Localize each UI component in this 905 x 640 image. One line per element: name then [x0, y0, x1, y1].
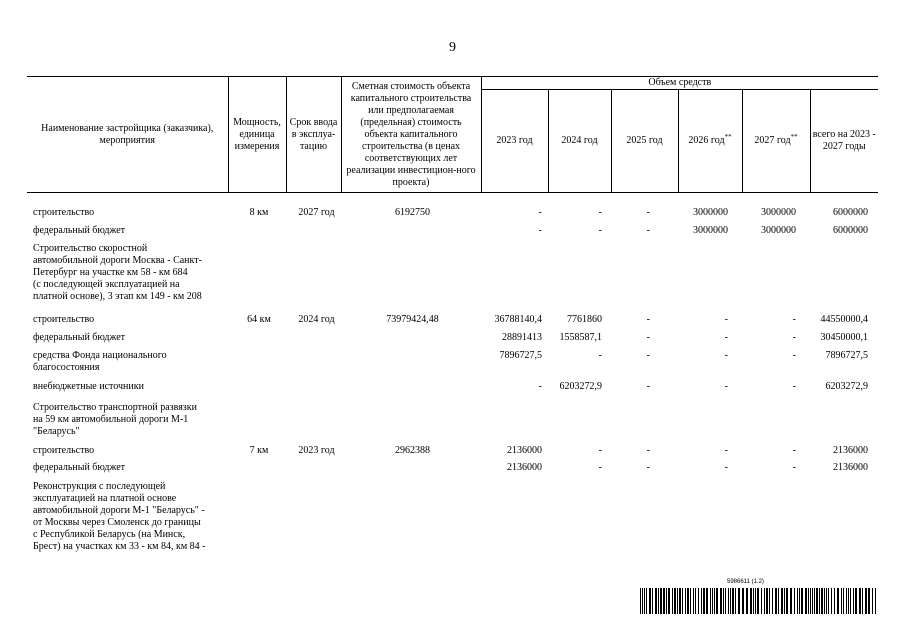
barcode-bar: [690, 588, 691, 614]
barcode-bar: [819, 588, 820, 614]
cell-cost: 73979424,48: [386, 314, 439, 325]
barcode-bar: [859, 588, 861, 614]
barcode-bar: [837, 588, 839, 614]
barcode-bar: [644, 588, 645, 614]
cell-name: федеральный бюджет: [33, 462, 126, 473]
cell-name: средства Фонда национального благосостояния: [33, 350, 167, 373]
barcode-bar: [841, 588, 842, 614]
cell-y23: -: [538, 381, 542, 392]
barcode-bar: [655, 588, 657, 614]
cell-y24: 7761860: [567, 314, 602, 325]
barcode-bar: [679, 588, 681, 614]
cell-name: Строительство скоростной автомобильной дороги Москва - Санкт- Петербург на участке км 58 - км 684 (с последующей эксплуатацией на платной основе), 3 этап км 149 - км 208: [33, 243, 202, 302]
barcode-bar: [640, 588, 641, 614]
cell-y25: -: [646, 332, 650, 343]
barcode-bar: [810, 588, 811, 614]
barcode-bar: [728, 588, 729, 614]
cell-name: Реконструкция с последующей эксплуатацией на платной основе автомобильной дороги М-1 "Беларусь" - от Москвы через Смоленск до границы с Республикой Беларусь (на Минск, Брест) на участках км 33 - км 84, км 84 -: [33, 481, 206, 552]
cell-term: 2023 год: [298, 445, 335, 456]
barcode-bar: [663, 588, 665, 614]
barcode-bar: [660, 588, 662, 614]
barcode-bar: [693, 588, 694, 614]
cell-tot: 2136000: [833, 462, 868, 473]
cell-tot: 30450000,1: [820, 332, 868, 343]
cell-y27: -: [792, 332, 796, 343]
cell-y23: 2136000: [507, 445, 542, 456]
cell-y27: -: [792, 445, 796, 456]
cell-cap: 64 км: [247, 314, 271, 325]
barcode-bar: [805, 588, 807, 614]
header-y2026-note: **: [724, 133, 732, 141]
cell-y24: 6203272,9: [559, 381, 602, 392]
barcode-bar: [784, 588, 785, 614]
header-volume: Объем средств: [481, 77, 878, 90]
cell-y26: 3000000: [693, 225, 728, 236]
cell-name: строительство: [33, 314, 95, 325]
barcode-bar: [646, 588, 647, 614]
cell-name: внебюджетные источники: [33, 381, 144, 392]
cell-cap: 8 км: [249, 207, 269, 218]
cell-name: строительство: [33, 207, 95, 218]
barcode-bar: [781, 588, 783, 614]
barcode-bar: [652, 588, 653, 614]
cell-name: федеральный бюджет: [33, 332, 126, 343]
cell-term: 2027 год: [298, 207, 335, 218]
barcode-bar: [753, 588, 754, 614]
barcode-bar: [750, 588, 752, 614]
barcode-bar: [738, 588, 740, 614]
barcode-bar: [828, 588, 829, 614]
barcode-bar: [735, 588, 736, 614]
barcode-bar: [757, 588, 759, 614]
cell-y25: -: [646, 314, 650, 325]
cell-y25: -: [646, 350, 650, 361]
barcode-bar: [846, 588, 847, 614]
barcode-bar: [816, 588, 818, 614]
barcode-bar: [875, 588, 876, 614]
cell-y23: 36788140,4: [494, 314, 542, 325]
barcode-bar: [668, 588, 670, 614]
barcode-bar: [853, 588, 854, 614]
cell-y23: -: [538, 225, 542, 236]
cell-term: 2024 год: [298, 314, 335, 325]
barcode-bar: [755, 588, 756, 614]
cell-y27: -: [792, 381, 796, 392]
barcode-bar: [794, 588, 795, 614]
barcode-bar: [824, 588, 825, 614]
barcode-bar: [872, 588, 873, 614]
cell-cap: 7 км: [249, 445, 269, 456]
header-total: всего на 2023 - 2027 годы: [810, 90, 878, 193]
barcode-bar: [761, 588, 762, 614]
barcode-bar: [695, 588, 696, 614]
barcode-bar: [831, 588, 832, 614]
barcode-bar: [772, 588, 773, 614]
cell-y23: -: [538, 207, 542, 218]
header-y2023: 2023 год: [481, 90, 548, 193]
barcode-bar: [786, 588, 788, 614]
cell-y27: 3000000: [761, 207, 796, 218]
barcode-bar: [687, 588, 689, 614]
cell-y26: -: [724, 381, 728, 392]
barcode-bar: [746, 588, 748, 614]
header-y2025: 2025 год: [611, 90, 678, 193]
cell-y24: -: [598, 445, 602, 456]
cell-tot: 6203272,9: [825, 381, 868, 392]
header-y2026: [678, 90, 742, 193]
cell-y23: 28891413: [502, 332, 542, 343]
barcode-bar: [682, 588, 683, 614]
barcode-bar: [769, 588, 770, 614]
barcode-bar: [775, 588, 777, 614]
barcode-bar: [848, 588, 849, 614]
cell-name: Строительство транспортной развязки на 59 км автомобильной дороги М-1 "Беларусь": [33, 402, 197, 437]
barcode-bar: [826, 588, 827, 614]
barcode-bar: [868, 588, 870, 614]
barcode-bar: [710, 588, 711, 614]
barcode-bar: [712, 588, 713, 614]
barcode-bar: [716, 588, 718, 614]
cell-tot: 6000000: [833, 207, 868, 218]
cell-y24: -: [598, 350, 602, 361]
cell-y27: -: [792, 350, 796, 361]
barcode-image: [640, 588, 876, 614]
header-y2027: [742, 90, 810, 193]
barcode-bar: [677, 588, 678, 614]
barcode-bar: [714, 588, 715, 614]
barcode-bar: [764, 588, 765, 614]
header-y2027-label: 2027 год: [754, 135, 791, 146]
cell-y25: -: [646, 225, 650, 236]
cell-tot: 7896727,5: [825, 350, 868, 361]
header-cost: Сметная стоимость объекта капитального строительства или предполагаемая (предельная) стоимость объекта капитального строительства (в ценах соответствующих лет реализации инвестицион-ного проекта): [341, 77, 481, 193]
cell-y24: -: [598, 462, 602, 473]
barcode-bar: [703, 588, 705, 614]
cell-y26: -: [724, 332, 728, 343]
barcode-bar: [725, 588, 726, 614]
cell-tot: 44550000,4: [820, 314, 868, 325]
cell-y26: -: [724, 350, 728, 361]
barcode-caption: 5986611 (1.2): [727, 579, 764, 585]
cell-cost: 6192750: [395, 207, 430, 218]
barcode-bar: [808, 588, 809, 614]
cell-y26: -: [724, 314, 728, 325]
cell-y26: -: [724, 462, 728, 473]
barcode-bar: [658, 588, 659, 614]
barcode-bar: [799, 588, 800, 614]
header-name: Наименование застройщика (заказчика), мероприятия: [27, 77, 228, 193]
barcode-bar: [706, 588, 708, 614]
cell-name: строительство: [33, 445, 95, 456]
cell-y24: -: [598, 225, 602, 236]
cell-name: федеральный бюджет: [33, 225, 126, 236]
cell-y23: 2136000: [507, 462, 542, 473]
barcode-bar: [723, 588, 724, 614]
barcode-bar: [790, 588, 792, 614]
page-number: 9: [449, 40, 456, 55]
barcode-bar: [685, 588, 686, 614]
header-term: Срок ввода в эксплуа-тацию: [286, 77, 341, 193]
barcode-bar: [814, 588, 815, 614]
header-y2024: 2024 год: [548, 90, 611, 193]
cell-y26: 3000000: [693, 207, 728, 218]
barcode-bar: [865, 588, 867, 614]
barcode-bar: [732, 588, 734, 614]
barcode-bar: [674, 588, 676, 614]
barcode-bar: [778, 588, 779, 614]
barcode-bar: [801, 588, 803, 614]
barcode-bar: [834, 588, 835, 614]
barcode-bar: [672, 588, 673, 614]
barcode-bar: [850, 588, 851, 614]
cell-tot: 6000000: [833, 225, 868, 236]
barcode-bar: [666, 588, 667, 614]
barcode-bar: [821, 588, 823, 614]
cell-y27: 3000000: [761, 225, 796, 236]
cell-cost: 2962388: [395, 445, 430, 456]
cell-y25: -: [646, 445, 650, 456]
barcode-bar: [720, 588, 722, 614]
barcode-bar: [730, 588, 731, 614]
cell-y27: -: [792, 462, 796, 473]
barcode-bar: [698, 588, 699, 614]
barcode-bar: [812, 588, 813, 614]
barcode-bar: [862, 588, 863, 614]
cell-y23: 7896727,5: [499, 350, 542, 361]
barcode-bar: [797, 588, 798, 614]
table-header: [27, 76, 878, 193]
barcode-bar: [742, 588, 744, 614]
header-y2027-note: **: [790, 133, 798, 141]
cell-y27: -: [792, 314, 796, 325]
cell-y26: -: [724, 445, 728, 456]
barcode-bar: [766, 588, 768, 614]
header-capacity: Мощность, единица измерения: [228, 77, 286, 193]
cell-y24: -: [598, 207, 602, 218]
barcode-bar: [855, 588, 857, 614]
cell-tot: 2136000: [833, 445, 868, 456]
barcode-bar: [642, 588, 643, 614]
cell-y25: -: [646, 462, 650, 473]
cell-y25: -: [646, 207, 650, 218]
barcode-bar: [649, 588, 651, 614]
header-y2026-label: 2026 год: [688, 135, 725, 146]
barcode-bar: [843, 588, 844, 614]
cell-y24: 1558587,1: [559, 332, 602, 343]
barcode-bar: [701, 588, 702, 614]
cell-y25: -: [646, 381, 650, 392]
